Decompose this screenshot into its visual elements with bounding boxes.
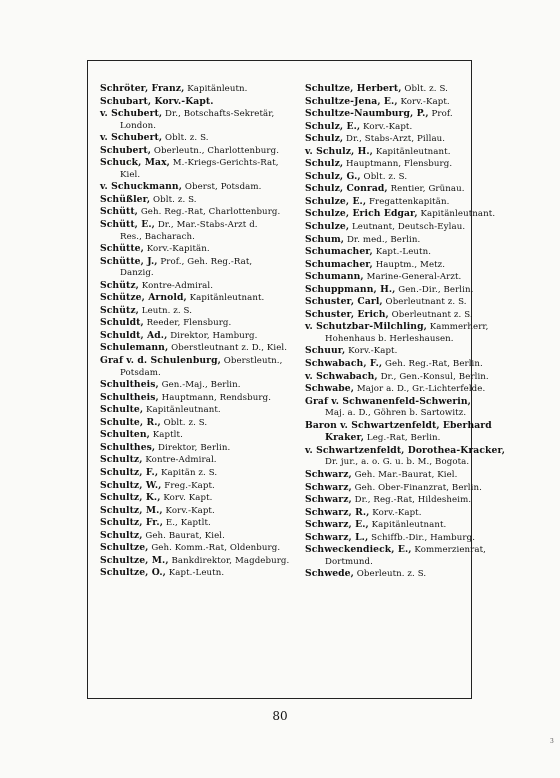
entry-name: Schulten,: [100, 429, 150, 441]
entry-details: Schiffb.-Dir., Hamburg.: [368, 532, 476, 543]
entry-details: Potsdam.: [120, 367, 161, 378]
directory-entry: [305, 133, 467, 146]
directory-entry: [305, 83, 467, 96]
entry-name: Schultze-Naumburg, P.,: [305, 108, 429, 120]
entry-name: Schultz, Fr.,: [100, 517, 163, 529]
directory-entry: [305, 271, 467, 284]
directory-entry: [100, 206, 300, 219]
entry-name: Schulz, E.,: [305, 120, 361, 132]
directory-entry: [100, 429, 300, 442]
directory-entry: [305, 481, 482, 495]
entry-details: Oberleutnant z. S.: [388, 309, 473, 320]
entry-details: Dr. jur., a. o. G. u. b. M., Bogota.: [325, 457, 470, 468]
entry-details: Oberleutnant z. S.: [382, 297, 467, 308]
directory-entry: [305, 383, 486, 396]
entry-name: v. Schwartzenfeldt, Dorothea-Kracker,: [305, 444, 506, 456]
directory-entry: [100, 505, 300, 518]
entry-name: Schumacher,: [305, 258, 373, 270]
directory-entry: [100, 292, 300, 305]
entry-name: Schütt, E.,: [100, 219, 155, 231]
entry-name: Schütze, Arnold,: [100, 292, 187, 304]
entry-name: Schuster, Erich,: [305, 308, 389, 320]
entry-name: Schütte, J.,: [100, 255, 158, 267]
directory-entry: [100, 480, 300, 493]
directory-entry: [100, 145, 300, 158]
entry-details: Dr., Reg.-Rat, Hildesheim.: [351, 495, 472, 506]
page-number: 80: [272, 709, 288, 723]
entry-details: Direktor, Berlin.: [155, 442, 231, 453]
directory-entry: [100, 492, 300, 505]
directory-entry: [100, 355, 300, 368]
entry-name: Schröter, Franz,: [100, 83, 185, 94]
directory-entry: [100, 83, 300, 96]
directory-entry: [305, 469, 467, 482]
entry-name: Schulz, G.,: [305, 170, 361, 182]
entry-details: Rentier, Grünau.: [387, 184, 465, 195]
directory-entry: [100, 555, 300, 568]
entry-name: Schumacher,: [305, 246, 373, 258]
entry-details: Dortmund.: [325, 556, 373, 567]
directory-entry: [305, 519, 467, 532]
entry-details: Korv.-Kapt.: [397, 96, 450, 107]
directory-entry: [100, 268, 300, 280]
directory-entry: [305, 408, 467, 420]
directory-entry: [100, 542, 300, 555]
entry-details: Hauptm., Metz.: [372, 259, 446, 270]
entry-details: Geh. Reg.-Rat, Charlottenburg.: [137, 207, 281, 218]
entry-name: Kraker,: [325, 432, 365, 444]
directory-entry: [305, 531, 476, 545]
directory-entry: [100, 305, 300, 318]
entry-details: Geh. Mar.-Baurat, Kiel.: [351, 469, 458, 480]
directory-entry: [305, 444, 506, 458]
entry-name: Schuur,: [305, 345, 346, 357]
entry-details: Hauptmann, Rendsburg.: [158, 392, 272, 403]
entry-details: Dr., Stabs-Arzt, Pillau.: [343, 134, 446, 145]
entry-details: Marine-General-Arzt.: [363, 272, 462, 283]
directory-entry: [305, 108, 467, 121]
entry-details: Prof.: [428, 109, 453, 120]
directory-entry: [305, 158, 467, 171]
entry-name: Schulze, E.,: [305, 195, 367, 207]
entry-details: Kontre-Admiral.: [138, 280, 214, 291]
directory-entry: [305, 208, 496, 221]
edge-mark: 3: [550, 738, 554, 745]
entry-name: Schwarz,: [305, 481, 352, 493]
directory-entry: [100, 170, 300, 182]
directory-entry: [305, 557, 467, 569]
entry-details: Res., Bacharach.: [120, 231, 195, 242]
entry-name: Graf v. d. Schulenburg,: [100, 355, 221, 367]
entry-name: Graf v. Schwanenfeld-Schwerin,: [305, 395, 471, 407]
entry-details: Oberstleutn.,: [220, 356, 283, 367]
entry-details: Hauptmann, Flensburg.: [343, 159, 453, 170]
entry-name: Schwarz,: [305, 494, 352, 506]
entry-details: Geh. Ober-Finanzrat, Berlin.: [351, 482, 482, 493]
right-column: [305, 83, 506, 581]
directory-entry: [305, 457, 470, 469]
entry-details: M.-Kriegs-Gerichts-Rat,: [169, 158, 279, 169]
directory-entry: [100, 280, 300, 293]
entry-details: Korv.-Kapt.: [369, 507, 422, 518]
entry-name: Schwede,: [305, 568, 354, 580]
directory-entry: [305, 334, 467, 346]
directory-entry: [305, 568, 467, 581]
entry-details: Leutnant, Deutsch-Eylau.: [349, 222, 466, 233]
entry-details: Oblt. z. S.: [162, 133, 209, 144]
directory-entry: [305, 507, 467, 520]
directory-entry: [100, 96, 300, 109]
entry-details: Geh. Reg.-Rat, Berlin.: [382, 359, 483, 370]
entry-name: Schuster, Carl,: [305, 296, 383, 308]
directory-entry: [100, 121, 300, 133]
entry-name: Schultze, Herbert,: [305, 83, 402, 94]
entry-name: Schulze, Erich Edgar,: [305, 208, 418, 220]
entry-name: Schultz, K.,: [100, 492, 161, 504]
directory-entry: [100, 442, 300, 455]
entry-details: Dr., Botschafts-Sekretär,: [162, 109, 275, 120]
left-column: [100, 83, 300, 580]
directory-entry: [305, 494, 472, 507]
directory-entry: [305, 221, 467, 234]
entry-name: Schultz, M.,: [100, 504, 163, 516]
entry-details: Oberleutn., Charlottenburg.: [151, 145, 280, 156]
directory-entry: [305, 196, 467, 209]
entry-name: Schuldt, Ad.,: [100, 329, 168, 341]
directory-entry: [305, 419, 492, 433]
entry-name: v. Schubert,: [100, 108, 163, 120]
directory-entry: [100, 232, 300, 244]
entry-name: Schütz,: [100, 279, 139, 291]
entry-details: Leg.-Rat, Berlin.: [364, 433, 441, 444]
directory-entry: [100, 132, 300, 145]
entry-name: Schulz,: [305, 158, 344, 170]
directory-entry: [305, 171, 467, 184]
entry-name: Schütz,: [100, 304, 139, 316]
entry-details: Gen.-Maj., Berlin.: [158, 380, 241, 391]
directory-entry: [305, 345, 467, 358]
entry-details: Kommerzienrat,: [411, 545, 486, 556]
directory-entry: [100, 517, 300, 530]
entry-name: Schultz,: [100, 454, 143, 466]
entry-name: Schultze-Jena, E.,: [305, 95, 398, 107]
entry-name: Schultheis,: [100, 391, 159, 403]
entry-name: Schultz,: [100, 529, 143, 541]
directory-entry: [100, 243, 300, 256]
directory-entry: [100, 392, 300, 405]
directory-entry: [305, 370, 489, 384]
entry-name: Schwarz, E.,: [305, 519, 369, 531]
entry-name: Schulemann,: [100, 342, 169, 354]
entry-name: v. Schubert,: [100, 132, 163, 144]
directory-entry: [100, 530, 300, 543]
entry-details: Direktor, Hamburg.: [167, 330, 258, 341]
directory-entry: [100, 467, 300, 480]
entry-details: Geh. Komm.-Rat, Oldenburg.: [148, 543, 281, 554]
entry-name: Schultz, F.,: [100, 466, 159, 478]
entry-details: Korv.-Kapt.: [345, 346, 398, 357]
entry-details: Kapitänleutnant.: [186, 293, 265, 304]
entry-details: Korv.-Kapt.: [360, 121, 413, 132]
entry-details: Major a. D., Gr.-Lichterfelde.: [354, 384, 486, 395]
entry-name: Schumann,: [305, 271, 364, 283]
entry-name: Schulthes,: [100, 441, 156, 453]
entry-details: Oblt. z. S.: [401, 84, 448, 94]
directory-entry: [305, 544, 486, 557]
directory-entry: [100, 368, 300, 380]
directory-entry: [305, 308, 473, 322]
directory-entry: [100, 157, 300, 170]
entry-name: Schuck, Max,: [100, 157, 170, 169]
directory-entry: [100, 342, 300, 355]
entry-name: Schweckendieck, E.,: [305, 544, 412, 556]
entry-details: Korv. Kapt.: [160, 493, 213, 504]
entry-name: Schultze,: [100, 542, 149, 554]
entry-details: Kapitänleutnant.: [372, 146, 451, 157]
entry-details: Korv.-Kapt.: [162, 505, 215, 516]
entry-details: Oberst, Potsdam.: [182, 182, 262, 193]
entry-details: Kapitänleutnant.: [143, 405, 221, 416]
entry-name: Schwarz,: [305, 468, 352, 480]
entry-name: Schultze, O.,: [100, 567, 166, 579]
entry-name: Schulte,: [100, 404, 144, 416]
directory-entry: [305, 321, 489, 334]
directory-entry: [305, 259, 467, 272]
directory-entry: [100, 181, 300, 194]
entry-details: Kapitänleutnant.: [368, 520, 447, 531]
entry-name: Schum,: [305, 233, 345, 245]
entry-name: v. Schwabach,: [305, 370, 378, 382]
directory-entry: [305, 246, 467, 259]
directory-entry: [100, 317, 300, 330]
entry-name: Schubart, Korv.-Kapt.: [100, 95, 214, 107]
entry-details: Dr., Gen.-Konsul, Berlin.: [377, 371, 489, 382]
directory-entry: [100, 454, 300, 467]
entry-details: Leutn. z. S.: [138, 305, 193, 316]
entry-details: Dr. med., Berlin.: [344, 234, 421, 245]
directory-entry: [305, 234, 467, 247]
directory-entry: [100, 219, 300, 232]
directory-entry: [305, 96, 467, 109]
entry-details: Oblt. z. S.: [360, 171, 408, 182]
entry-details: Geh. Baurat, Kiel.: [142, 530, 225, 541]
directory-entry: [305, 395, 471, 409]
entry-details: Kammerherr,: [426, 322, 489, 333]
entry-details: Fregattenkapitän.: [366, 196, 450, 207]
entry-details: Dr., Mar.-Stabs-Arzt d.: [154, 220, 258, 231]
entry-name: Schubert,: [100, 144, 152, 156]
entry-name: v. Schulz, H.,: [305, 145, 373, 157]
entry-details: Kapt.-Leutn.: [372, 247, 432, 258]
entry-name: Schwarz, L.,: [305, 531, 369, 543]
entry-details: London.: [120, 120, 157, 131]
entry-name: Schulz,: [305, 133, 344, 145]
directory-entry: [100, 194, 300, 207]
entry-details: Kapt.-Leutn.: [165, 568, 225, 579]
entry-details: Freg.-Kapt.: [161, 480, 215, 491]
directory-entry: [305, 296, 467, 309]
entry-details: Maj. a. D., Göhren b. Sartowitz.: [325, 408, 467, 419]
entry-name: Baron v. Schwartzenfeldt, Eberhard: [305, 419, 492, 431]
entry-name: Schulte, R.,: [100, 416, 161, 428]
entry-details: Prof., Geh. Reg.-Rat,: [157, 256, 253, 267]
directory-entry: [305, 358, 483, 371]
entry-name: Schüßler,: [100, 193, 151, 205]
entry-name: Schütte,: [100, 243, 144, 255]
entry-details: Kapitänleutn.: [184, 84, 248, 94]
directory-entry: [100, 108, 300, 121]
directory-entry: [100, 567, 300, 580]
directory-entry: [305, 283, 474, 297]
entry-details: Hohenhaus b. Herleshausen.: [325, 333, 454, 344]
directory-entry: [100, 379, 300, 392]
entry-name: v. Schutzbar-Milchling,: [305, 321, 427, 333]
entry-details: Kaptlt.: [149, 430, 183, 441]
entry-details: Oblt. z. S.: [160, 417, 208, 428]
entry-name: Schulze,: [305, 221, 350, 233]
entry-details: Gen.-Dir., Berlin.: [395, 284, 474, 295]
entry-name: Schultheis,: [100, 379, 159, 391]
entry-details: Oberleutn. z. S.: [353, 569, 427, 580]
entry-name: Schultz, W.,: [100, 479, 162, 491]
directory-entry: [305, 146, 467, 159]
entry-details: Bankdirektor, Magdeburg.: [168, 555, 290, 566]
entry-details: Danzig.: [120, 268, 154, 279]
entry-name: Schwarz, R.,: [305, 506, 370, 518]
entry-details: Reeder, Flensburg.: [143, 318, 232, 329]
entry-name: Schuppmann, H.,: [305, 283, 396, 295]
entry-name: v. Schuckmann,: [100, 181, 182, 193]
entry-name: Schütt,: [100, 206, 138, 218]
directory-entry: [100, 256, 300, 269]
directory-entry: [100, 404, 300, 417]
directory-entry: [305, 121, 467, 134]
entry-details: Kontre-Admiral.: [142, 455, 217, 466]
directory-entry: [100, 330, 300, 343]
entry-details: Kapitän z. S.: [158, 467, 218, 478]
entry-details: Oberstleutnant z. D., Kiel.: [168, 343, 288, 354]
entry-name: Schwabach, F.,: [305, 358, 383, 370]
directory-entry: [305, 432, 467, 445]
entry-details: Kiel.: [120, 169, 141, 180]
entry-details: Korv.-Kapitän.: [143, 244, 210, 255]
entry-details: Kapitänleutnant.: [417, 209, 496, 220]
entry-name: Schultze, M.,: [100, 554, 169, 566]
entry-name: Schuldt,: [100, 317, 144, 329]
directory-entry: [305, 183, 467, 196]
entry-details: Oblt. z. S.: [150, 194, 197, 205]
entry-details: E., Kaptlt.: [163, 518, 211, 529]
directory-entry: [100, 417, 300, 430]
entry-name: Schwabe,: [305, 383, 355, 395]
entry-name: Schulz, Conrad,: [305, 183, 388, 195]
